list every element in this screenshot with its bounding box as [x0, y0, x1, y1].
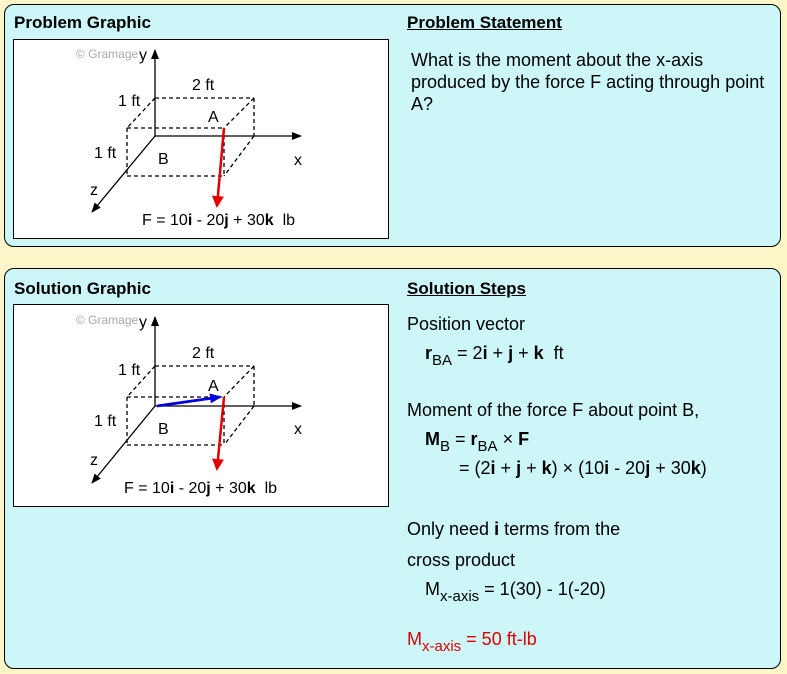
problem-statement-text: What is the moment about the x-axis produced by the force F acting through point A? [411, 50, 765, 114]
problem-diagram-svg [14, 40, 390, 240]
point-b-label: B [158, 151, 169, 168]
x-axis-label: x [294, 152, 302, 169]
problem-diagram [13, 39, 389, 239]
point-a-label: A [208, 109, 219, 126]
dimension-2ft-label-2: 2 ft [192, 345, 215, 362]
solution-diagram-svg [14, 305, 390, 508]
copyright-watermark-2: © Gramage [76, 313, 139, 327]
cross-product-text: cross product [407, 550, 516, 570]
z-axis-label: z [90, 182, 98, 199]
mx-equation: $M_{x-axis} = 1(30) - 1(-20)$ [425, 579, 606, 605]
solution-steps-heading: Solution Steps [407, 279, 526, 298]
position-vector-title: Position vector [407, 314, 526, 334]
position-vector-arrow [157, 397, 220, 406]
z-axis-label-2: z [90, 452, 98, 469]
dimension-1ft-left-label: 1 ft [94, 145, 117, 162]
dashed-box [127, 98, 254, 176]
solution-graphic-heading: Solution Graphic [14, 279, 151, 298]
problem-panel [4, 4, 781, 247]
force-equation-2: F = 10i - 20j + 30k lb [124, 480, 278, 497]
point-b-label-2: B [158, 421, 169, 438]
only-need-text: Only need i terms from the [407, 519, 621, 539]
cross-product-equation: = (2i + j + k) × (10i - 20j + 30k) [459, 458, 707, 478]
force-equation: F = 10i - 20j + 30k lb [142, 212, 296, 229]
solution-diagram [13, 304, 389, 507]
x-axis-label-2: x [294, 421, 302, 438]
point-a-label-2: A [208, 378, 219, 395]
force-arrow [217, 128, 224, 206]
solution-panel [4, 268, 781, 669]
problem-graphic-heading: Problem Graphic [14, 13, 151, 32]
moment-equation: $M_B = r_{BA} \times F$ [425, 429, 530, 455]
result-equation: $M_{x-axis} = 50$ ft-lb [407, 629, 537, 655]
y-axis-label-2: y [139, 314, 147, 331]
dimension-1ft-top-label: 1 ft [118, 93, 141, 110]
moment-title: Moment of the force F about point B, [407, 400, 700, 420]
position-vector-equation: $r_{BA} = 2i + j + k$ ft [425, 343, 564, 369]
dimension-1ft-top-label-2: 1 ft [118, 362, 141, 379]
copyright-watermark: © Gramage [76, 47, 139, 61]
y-axis-label: y [139, 47, 147, 64]
problem-statement-heading: Problem Statement [407, 13, 562, 32]
dimension-2ft-label: 2 ft [192, 77, 215, 94]
dimension-1ft-left-label-2: 1 ft [94, 413, 117, 430]
force-arrow-2 [217, 397, 224, 469]
